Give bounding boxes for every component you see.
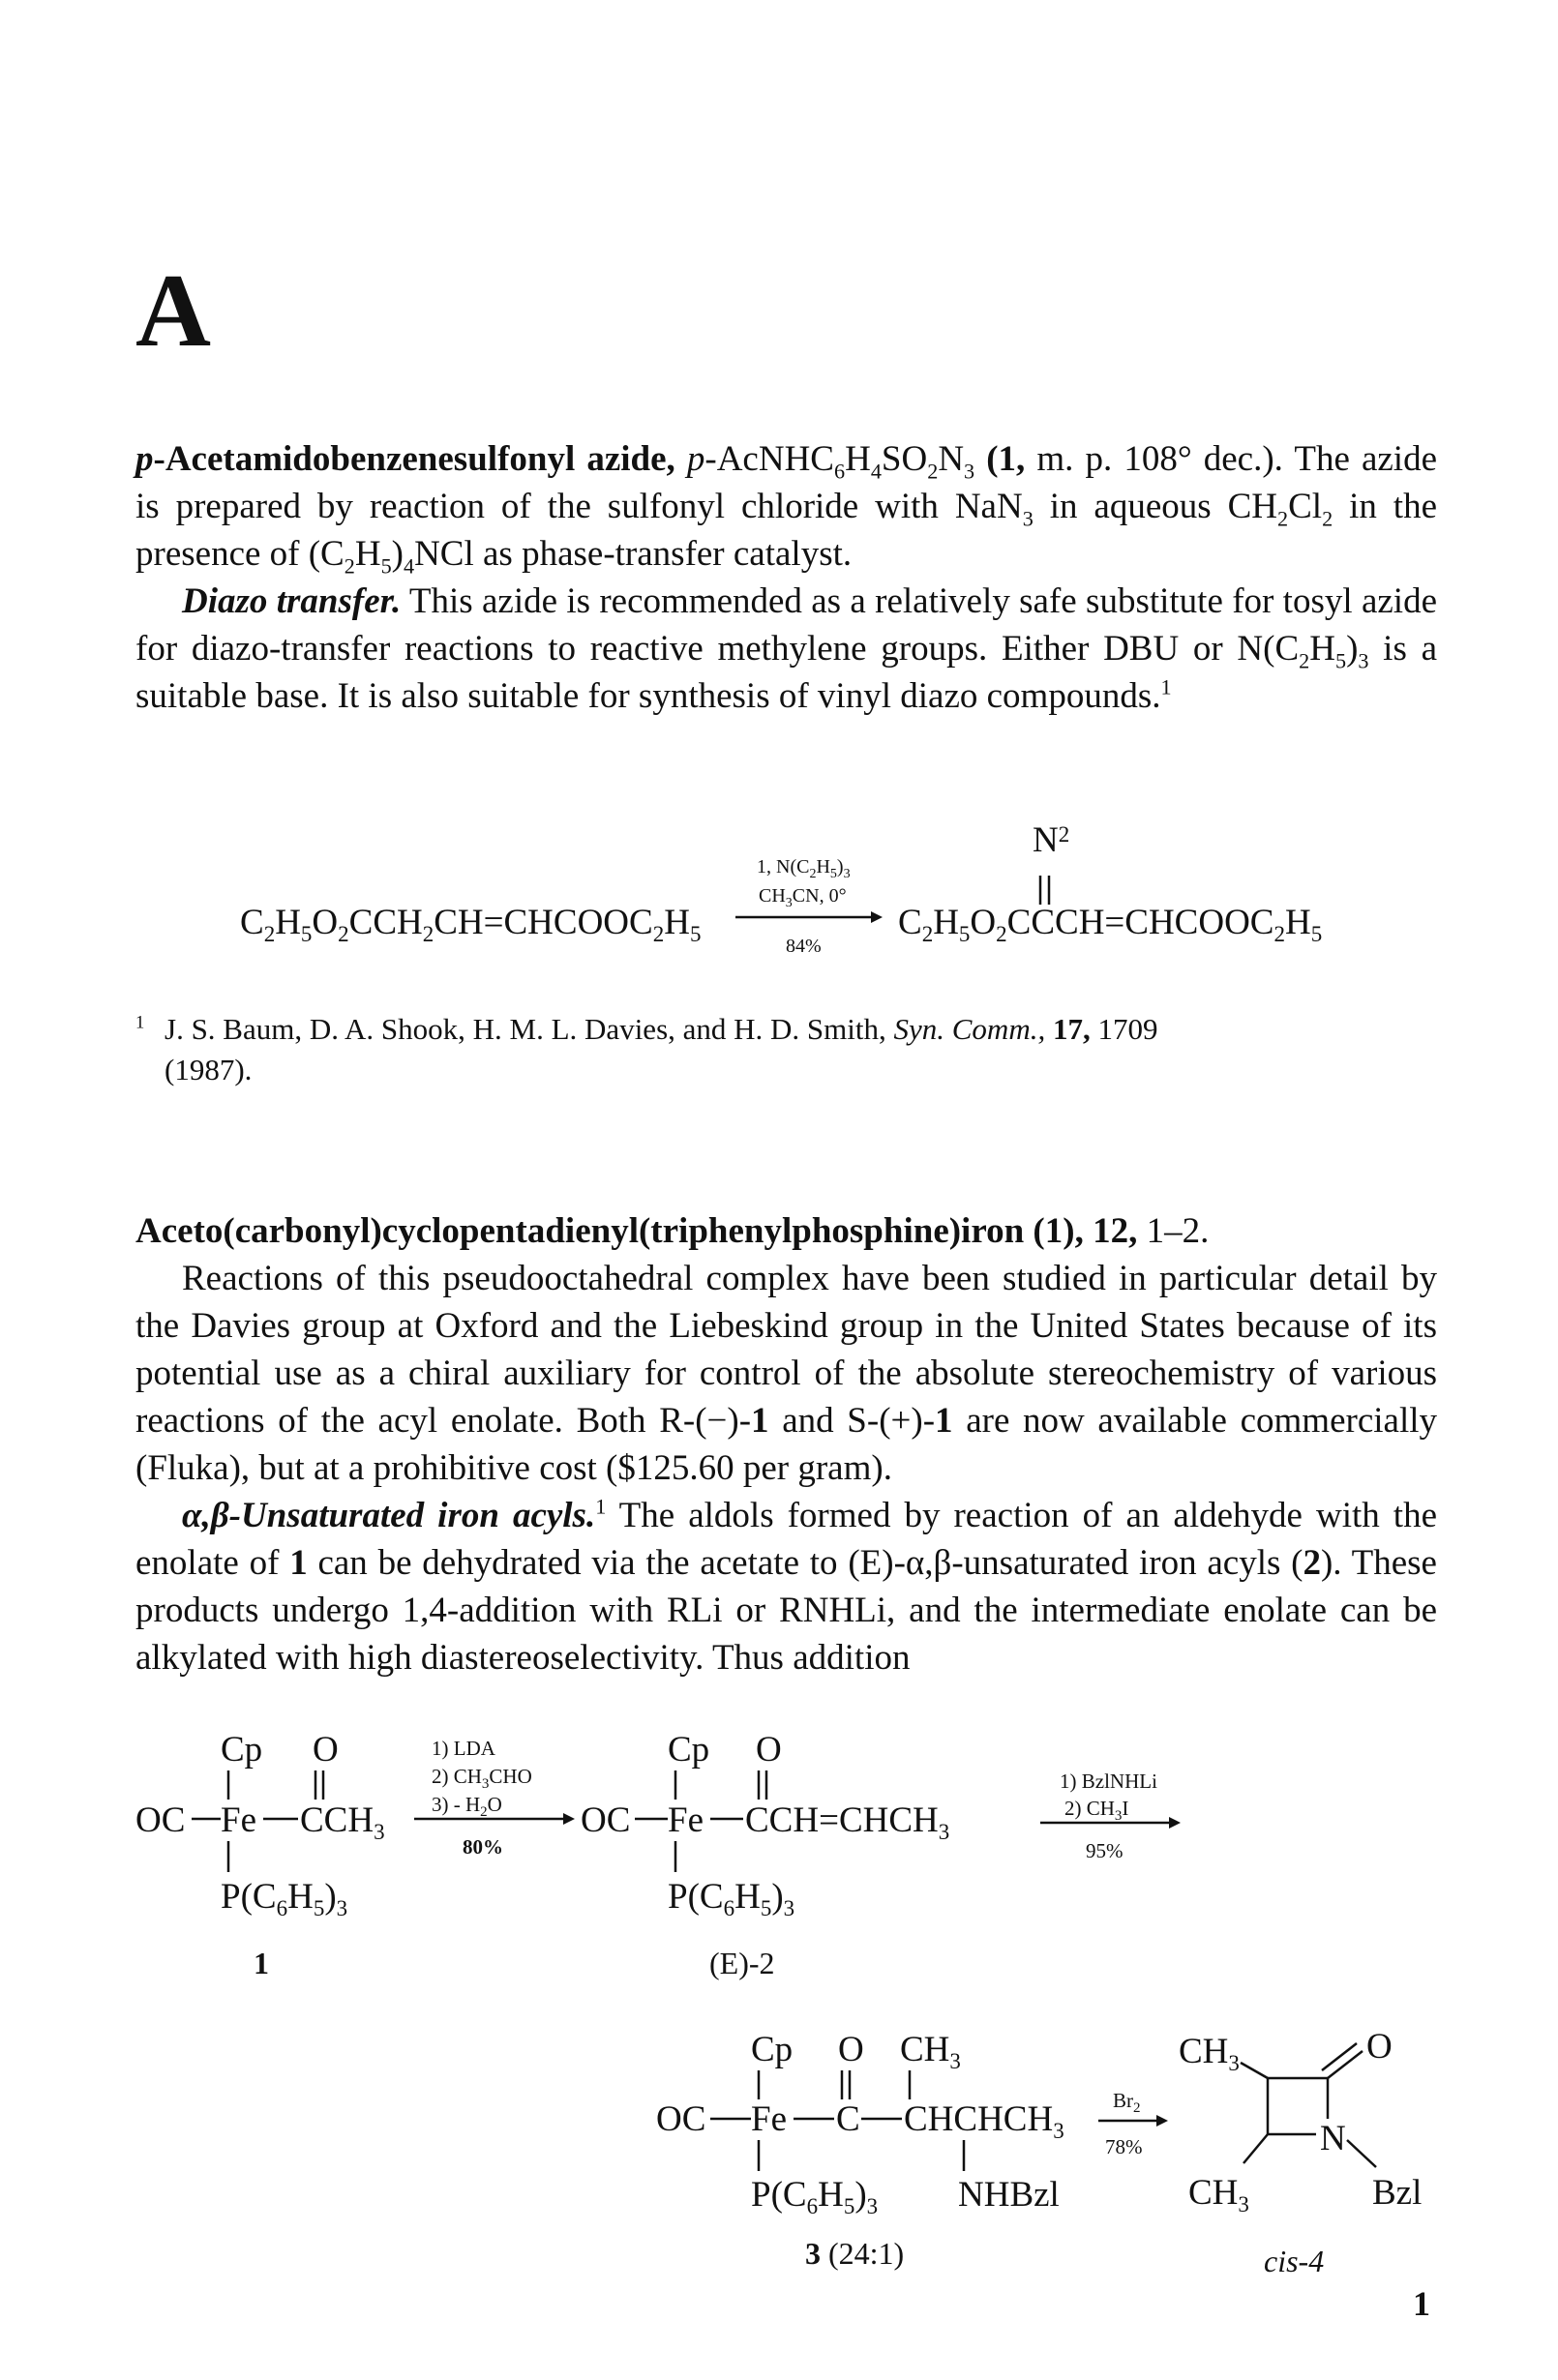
c3-fe: Fe — [751, 2099, 787, 2139]
c2-o: O — [756, 1730, 782, 1770]
c3-nhbzl: NHBzl — [958, 2175, 1060, 2215]
c1-cp: Cp — [221, 1730, 263, 1770]
label-1: 1 — [254, 1946, 269, 1980]
footnote-marker: 1 — [1160, 674, 1172, 699]
c2-fe: Fe — [668, 1800, 704, 1840]
step1-reagent-1: 1) LDA — [432, 1737, 495, 1760]
ref-journal: Syn. Comm., — [893, 1012, 1046, 1046]
entry-formula: $p-AcNHC_6H_4SO_2N_3$ — [686, 439, 975, 484]
label-4: cis-4 — [1264, 2244, 1325, 2278]
step1-reagent-2: 2) $CH_3CHO$ — [432, 1765, 532, 1792]
c1-cch3: $CCH_3$ — [300, 1800, 385, 1844]
c3-ch3: $CH_3$ — [900, 2030, 961, 2073]
step2-yield: 95% — [1086, 1839, 1124, 1862]
c3-oc: OC — [656, 2099, 706, 2139]
melting-point: m. p. 108° dec.). — [1036, 439, 1283, 479]
b-o: O — [1366, 2027, 1393, 2067]
ref-volume: 17, — [1052, 1012, 1091, 1046]
intro-text: The azide is prepared by reaction of the sulfonyl chloride with NaN$_3$ in aqueous $CH_2Cl_2$ in the presence of $(C_2H_5)_4NCl$ as phase-transfer catalyst. — [135, 439, 1438, 579]
c1-o: O — [313, 1730, 339, 1770]
step2-reagent-1: 1) BzlNHLi — [1060, 1770, 1157, 1793]
b-n: N — [1320, 2119, 1346, 2158]
b-ch3-top: $CH_3$ — [1179, 2032, 1240, 2075]
ref-authors: J. S. Baum, D. A. Shook, H. M. L. Davies, and H. D. Smith, — [165, 1012, 886, 1046]
step3-yield: 78% — [1105, 2135, 1143, 2158]
section-letter: A — [135, 253, 211, 369]
scheme1-cond-1: 1, $N(C_2H_5)_3$ — [757, 856, 851, 881]
entry-heading: p-Acetamidobenzenesulfonyl azide, — [135, 439, 675, 479]
c2-chain: $CCH=CHCH_3$ — [745, 1800, 950, 1844]
b-bzl: Bzl — [1372, 2173, 1423, 2213]
label-3: 3 (24:1) — [805, 2236, 905, 2271]
scheme1-cond-2: $CH_3CN$, 0° — [759, 885, 847, 910]
entry2-para2: α,β-Unsaturated iron acyls.$^1$ The aldols formed by reaction of an aldehyde with the enolate of 1 can be dehydrated via the acetate to (E)-α,β-unsaturated iron acyls (2). These products undergo 1,4-addition with RLi or RNHLi, and the intermediate enolate can be alkylated with high diastereoselectivity. Thus addition — [135, 1494, 1437, 1678]
entry2-heading: Aceto(carbonyl)cyclopentadienyl(triphenylphosphine)iron (1), — [135, 1211, 1084, 1251]
entry2-pages: 1–2. — [1146, 1211, 1210, 1251]
ref-year: (1987). — [165, 1053, 253, 1086]
step1-yield: 80% — [463, 1835, 503, 1859]
c3-c: C — [836, 2099, 860, 2139]
diazo-text: This azide is recommended as a relatively safe substitute for tosyl azide for diazo-transfer reactions to reactive methylene groups. Either DBU or $N(C_2H_5)_3$ is a suitable base. It is also suitable for synthesis of vinyl diazo compounds. — [135, 581, 1437, 716]
c2-oc: OC — [581, 1800, 631, 1840]
c3-pph3: $P(C_6H_5)_3$ — [751, 2175, 879, 2218]
c1-fe: Fe — [221, 1800, 256, 1840]
entry2-para1: Reactions of this pseudooctahedral complex have been studied in particular detail by the Davies group at Oxford and the Liebeskind group in the United States because of its potential use as a chiral auxiliary for control of the absolute stereochemistry of various reactions of the acyl enolate. Both R-(−)-1 and S-(+)-1 are now available commercially (Fluka), but at a prohibitive cost ($125.60 per gram). — [135, 1259, 1438, 1488]
scheme1-reactant: $C_2H_5O_2CCH_2CH=CHCOOC_2H_5$ — [240, 903, 702, 946]
b-ch3-bottom: $CH_3$ — [1188, 2173, 1249, 2216]
step2-reagent-2: 2) $CH_3I$ — [1064, 1797, 1129, 1824]
label-2: (E)-2 — [709, 1946, 775, 1980]
c3-chain: $CHCHCH_3$ — [904, 2099, 1064, 2143]
c2-pph3: $P(C_6H_5)_3$ — [668, 1877, 795, 1920]
scheme1-product: $C_2H_5O_2CCCH=CHCOOC_2H_5$ — [898, 903, 1323, 946]
c1-oc: OC — [135, 1800, 186, 1840]
scheme1-n2: $N^2$ — [1033, 820, 1070, 860]
subhead-unsaturated: α,β-Unsaturated iron acyls. — [182, 1496, 596, 1535]
c3-o: O — [838, 2030, 864, 2069]
c1-pph3: $P(C_6H_5)_3$ — [221, 1877, 348, 1920]
c2-cp: Cp — [668, 1730, 710, 1770]
ref-number: 1 — [135, 1012, 145, 1033]
step3-reagent: $Br_2$ — [1113, 2089, 1141, 2116]
entry2-volume: 12, — [1093, 1211, 1138, 1251]
ref-pages: 1709 — [1097, 1012, 1158, 1046]
subhead-diazo-transfer: Diazo transfer. — [182, 581, 402, 621]
page-number: 1 — [1413, 2284, 1430, 2323]
c3-cp: Cp — [751, 2030, 794, 2069]
step1-reagent-3: $3) - H_2O$ — [432, 1793, 502, 1820]
compound-ref: (1, — [986, 439, 1026, 479]
scheme1-yield: 84% — [786, 936, 822, 957]
